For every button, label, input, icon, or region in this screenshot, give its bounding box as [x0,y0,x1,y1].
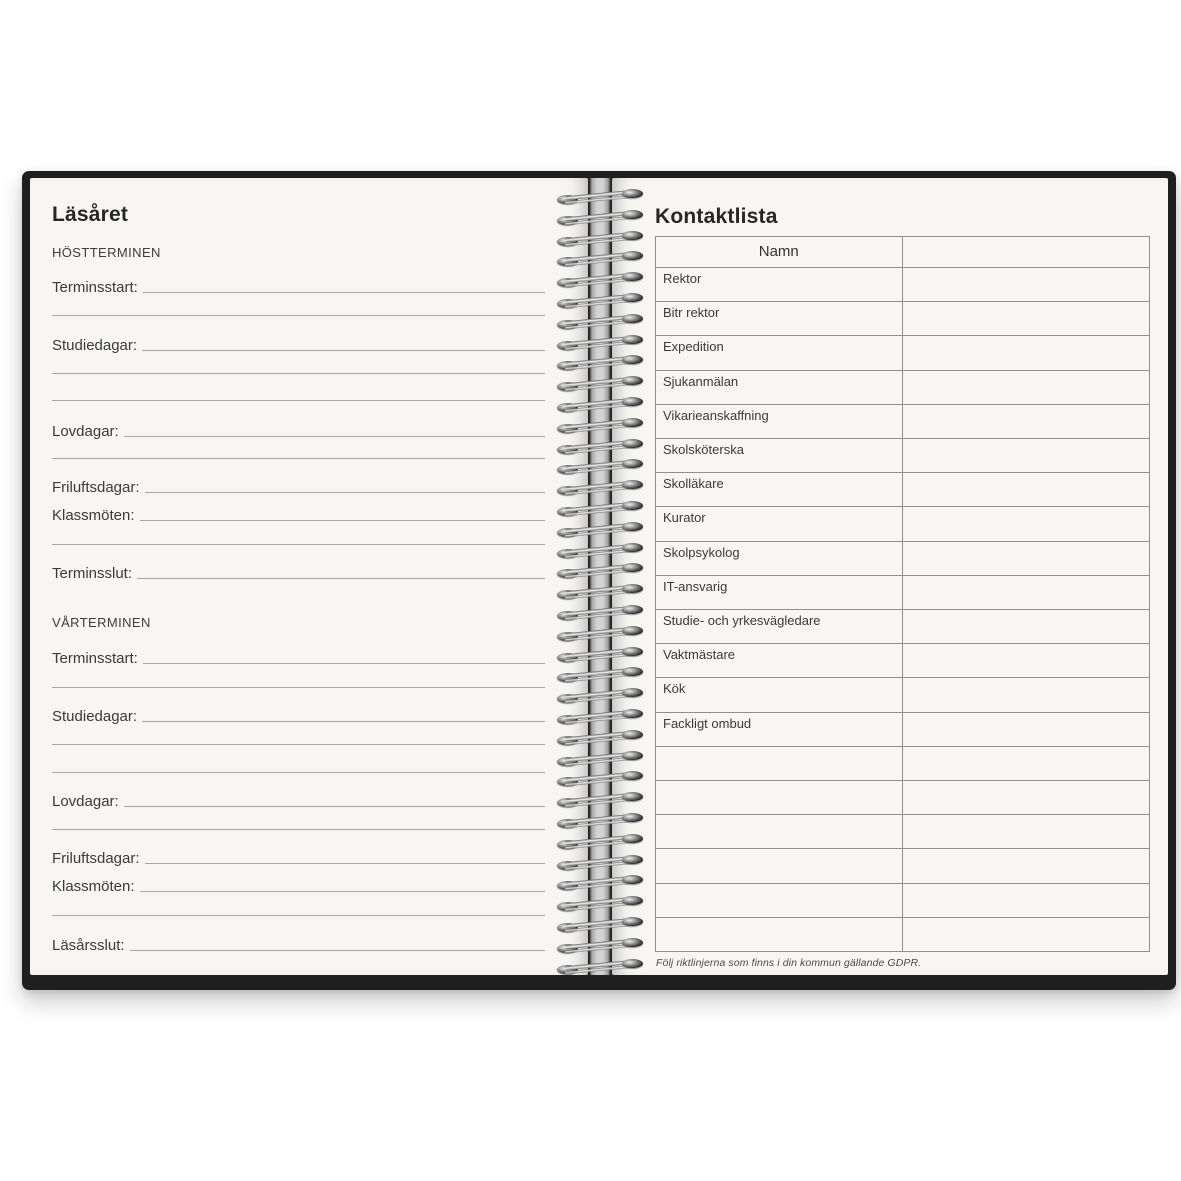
spiral-coil [554,374,646,389]
spiral-coil [554,645,646,660]
coil-hole-right [622,397,643,406]
spiral-coil [554,229,646,244]
coil-hole-right [622,605,643,614]
spiral-coil [554,249,646,264]
coil-hole-right [622,355,643,364]
spiral-coil [554,728,646,743]
table-row-empty [656,780,1149,814]
table-cell-label: Skolpsykolog [656,542,903,575]
table-row-empty [656,848,1149,882]
spiral-coil [554,707,646,722]
field-label: Terminsstart: [52,650,138,668]
spiral-coil [554,561,646,576]
table-cell-blank [903,576,1150,609]
field-label: Lovdagar: [52,423,119,441]
coil-hole-right [622,875,643,884]
coil-hole-right [622,959,643,968]
field-terminsstart-autumn [52,267,545,297]
spiral-coil [554,873,646,888]
table-row [656,404,1149,438]
writing-line [52,373,545,374]
table-cell-blank [903,439,1150,472]
coil-hole-right [622,543,643,552]
table-row [656,575,1149,609]
table-row [656,438,1149,472]
spiral-coil [554,686,646,701]
table-cell-blank [903,678,1150,711]
writing-line [52,744,545,745]
coil-hole-right [622,709,643,718]
coil-hole-right [622,335,643,344]
table-cell-label: Kök [656,678,903,711]
table-header-namn: Namn [656,237,903,267]
spiral-coil [554,208,646,223]
field-label: Klassmöten: [52,507,135,525]
spiral-coil [554,291,646,306]
field-label: Studiedagar: [52,708,138,726]
table-cell-blank [656,781,903,814]
writing-line [52,829,545,830]
coil-hole-right [622,813,643,822]
page-title: Kontaktlista [655,205,778,228]
writing-line [124,781,545,807]
spiral-coil [554,541,646,556]
field-label: Friluftsdagar: [52,479,140,497]
coil-hole-right [622,751,643,760]
writing-line [143,638,545,664]
table-cell-label: Fackligt ombud [656,713,903,746]
coil-hole-right [622,667,643,676]
table-cell-blank [656,815,903,848]
spiral-coil [554,187,646,202]
writing-line [52,458,545,459]
coil-hole-right [622,771,643,780]
table-row [656,712,1149,746]
writing-line [130,925,545,951]
table-cell-blank [903,302,1150,335]
writing-line [145,838,545,864]
spiral-coil [554,395,646,410]
coil-hole-right [622,293,643,302]
spiral-coil [554,957,646,972]
coil-hole-right [622,418,643,427]
field-lasarsslut-spring [52,925,545,955]
coil-hole-right [622,439,643,448]
coil-hole-right [622,251,643,260]
table-cell-blank [903,473,1150,506]
table-row-empty [656,814,1149,848]
writing-line [142,325,545,351]
table-header-blank [903,237,1150,267]
writing-line [145,467,545,493]
page-title: Läsåret [52,203,129,226]
table-row-empty [656,746,1149,780]
field-lovdagar-autumn [52,411,545,441]
contact-table [655,236,1150,952]
spiral-coil [554,582,646,597]
table-cell-label: Bitr rektor [656,302,903,335]
field-terminsstart-spring [52,638,545,668]
spiral-coil [554,853,646,868]
coil-hole-right [622,376,643,385]
writing-line [52,400,545,401]
table-cell-blank [903,610,1150,643]
table-row [656,677,1149,711]
coil-hole-right [622,231,643,240]
spiral-coil [554,769,646,784]
spiral-coil [554,520,646,535]
table-row [656,370,1149,404]
spiral-coil [554,894,646,909]
table-cell-blank [656,747,903,780]
coil-hole-right [622,626,643,635]
spiral-coil [554,749,646,764]
table-cell-blank [903,542,1150,575]
table-cell-label: Vaktmästare [656,644,903,677]
table-cell-blank [903,405,1150,438]
table-cell-blank [903,644,1150,677]
table-cell-label: Studie- och yrkesvägledare [656,610,903,643]
table-cell-blank [656,849,903,882]
field-friluftsdagar-autumn [52,467,545,497]
table-row [656,335,1149,369]
spiral-coil [554,603,646,618]
spiral-coil [554,624,646,639]
field-label: Terminsstart: [52,279,138,297]
table-cell-blank [903,336,1150,369]
table-row-empty [656,883,1149,917]
table-cell-blank [903,884,1150,917]
spiral-coil [554,499,646,514]
table-cell-blank [903,747,1150,780]
table-cell-label: Skolsköterska [656,439,903,472]
field-klassmoten-spring [52,866,545,896]
field-studiedagar-autumn [52,325,545,355]
field-lovdagar-spring [52,781,545,811]
coil-hole-right [622,480,643,489]
section-heading-autumn: HÖSTTERMINEN [52,245,161,260]
table-cell-blank [903,918,1150,951]
coil-hole-right [622,501,643,510]
coil-hole-right [622,584,643,593]
spiral-coil [554,312,646,327]
spiral-coil [554,936,646,951]
spiral-coil [554,437,646,452]
table-cell-label: Vikarieanskaffning [656,405,903,438]
spiral-coil [554,270,646,285]
field-studiedagar-spring [52,696,545,726]
coil-hole-right [622,272,643,281]
field-label: Läsårsslut: [52,937,125,955]
table-cell-label: Sjukanmälan [656,371,903,404]
spiral-coil [554,457,646,472]
writing-line [140,866,545,892]
table-row [656,643,1149,677]
writing-line [137,553,545,579]
right-page [612,178,1168,975]
table-cell-label: Rektor [656,268,903,301]
table-cell-blank [656,918,903,951]
coil-hole-right [622,855,643,864]
coil-hole-right [622,938,643,947]
spiral-coil [554,353,646,368]
table-cell-label: IT-ansvarig [656,576,903,609]
writing-line [52,772,545,773]
table-row [656,301,1149,335]
spiral-coil [554,333,646,348]
table-cell-blank [656,884,903,917]
table-header-row [656,237,1149,267]
table-cell-blank [903,815,1150,848]
writing-line [52,315,545,316]
left-page [30,178,588,975]
coil-hole-right [622,459,643,468]
field-terminsslut-autumn [52,553,545,583]
gdpr-footnote: Följ riktlinjerna som finns i din kommun gällande GDPR. [656,957,922,969]
coil-hole-right [622,314,643,323]
field-label: Lovdagar: [52,793,119,811]
table-cell-label: Kurator [656,507,903,540]
table-row [656,506,1149,540]
field-label: Friluftsdagar: [52,850,140,868]
spiral-binding [554,187,646,977]
field-label: Klassmöten: [52,878,135,896]
writing-line [52,687,545,688]
writing-line [124,411,545,437]
field-label: Studiedagar: [52,337,138,355]
coil-hole-right [622,647,643,656]
spiral-coil [554,665,646,680]
writing-line [140,495,545,521]
spiral-coil [554,416,646,431]
table-row [656,609,1149,643]
spiral-coil [554,790,646,805]
spiral-coil [554,478,646,493]
table-cell-blank [903,507,1150,540]
coil-hole-right [622,563,643,572]
section-heading-spring: VÅRTERMINEN [52,615,151,630]
field-label: Terminsslut: [52,565,133,583]
coil-hole-right [622,730,643,739]
coil-hole-right [622,917,643,926]
spiral-coil [554,811,646,826]
table-cell-blank [903,781,1150,814]
table-cell-blank [903,371,1150,404]
table-cell-blank [903,849,1150,882]
spiral-coil [554,832,646,847]
coil-hole-right [622,834,643,843]
coil-hole-right [622,792,643,801]
table-row [656,472,1149,506]
table-row-empty [656,917,1149,951]
spiral-coil [554,915,646,930]
writing-line [142,696,545,722]
table-cell-blank [903,268,1150,301]
table-row [656,267,1149,301]
writing-line [52,915,545,916]
table-cell-blank [903,713,1150,746]
coil-hole-right [622,688,643,697]
coil-hole-right [622,189,643,198]
field-friluftsdagar-spring [52,838,545,868]
table-row [656,541,1149,575]
coil-hole-right [622,522,643,531]
coil-hole-right [622,896,643,905]
table-cell-label: Skolläkare [656,473,903,506]
field-klassmoten-autumn [52,495,545,525]
writing-line [143,267,545,293]
coil-hole-right [622,210,643,219]
writing-line [52,544,545,545]
table-cell-label: Expedition [656,336,903,369]
